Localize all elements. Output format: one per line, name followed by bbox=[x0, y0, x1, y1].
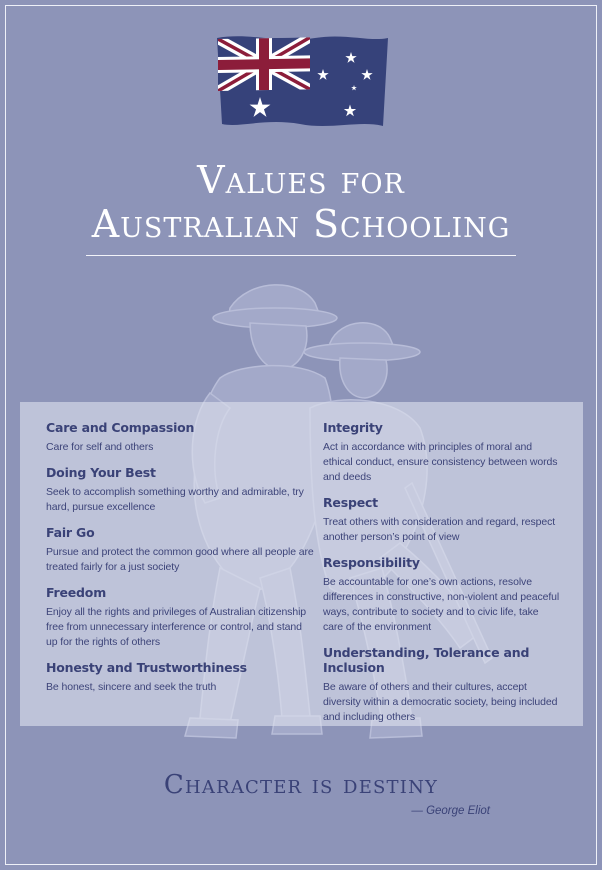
value-description: Be aware of others and their cultures, accept diversity within a democratic society, being included and including others bbox=[323, 681, 558, 723]
value-description: Be honest, sincere and seek the truth bbox=[46, 681, 217, 693]
value-title: Responsibility bbox=[323, 555, 420, 570]
value-title: Integrity bbox=[323, 420, 383, 435]
value-description: Care for self and others bbox=[46, 441, 154, 453]
value-description: Act in accordance with principles of moral and ethical conduct, ensure consistency between words and deeds bbox=[323, 441, 558, 483]
title-line-1: Values for bbox=[197, 158, 405, 202]
value-title: Freedom bbox=[46, 585, 107, 600]
value-description: Be accountable for one’s own actions, resolve differences in constructive, non-violent and peaceful ways, contribute to society and to civic life, take care of the environment bbox=[323, 576, 560, 633]
page-title bbox=[60, 158, 542, 246]
motto: Character is destiny bbox=[163, 770, 439, 800]
value-item bbox=[46, 420, 314, 455]
value-title: Honesty and Trustworthiness bbox=[46, 660, 247, 675]
value-description: Treat others with consideration and regard, respect another person’s point of view bbox=[323, 516, 556, 543]
value-item bbox=[323, 420, 561, 485]
values-column-left bbox=[46, 420, 314, 705]
values-column-right bbox=[323, 420, 561, 735]
value-description: Enjoy all the rights and privileges of Australian citizenship free from unnecessary interference or control, and stand up for the rights of others bbox=[46, 606, 307, 648]
value-item bbox=[46, 525, 314, 575]
value-description: Pursue and protect the common good where all people are treated fairly for a just society bbox=[46, 546, 314, 573]
value-item bbox=[323, 645, 561, 725]
value-title: Understanding, Tolerance and Inclusion bbox=[323, 645, 530, 675]
title-line-2: Australian Schooling bbox=[91, 202, 511, 246]
value-title: Fair Go bbox=[46, 525, 95, 540]
value-item bbox=[323, 495, 561, 545]
title-divider bbox=[86, 255, 516, 256]
value-description: Seek to accomplish something worthy and admirable, try hard, pursue excellence bbox=[46, 486, 304, 513]
value-title: Respect bbox=[323, 495, 378, 510]
value-title: Care and Compassion bbox=[46, 420, 195, 435]
value-item bbox=[46, 585, 314, 650]
australian-flag-icon bbox=[210, 28, 392, 130]
value-item bbox=[46, 465, 314, 515]
value-title: Doing Your Best bbox=[46, 465, 156, 480]
quote-attribution: — George Eliot bbox=[411, 805, 490, 817]
value-item bbox=[323, 555, 561, 635]
value-item bbox=[46, 660, 314, 695]
